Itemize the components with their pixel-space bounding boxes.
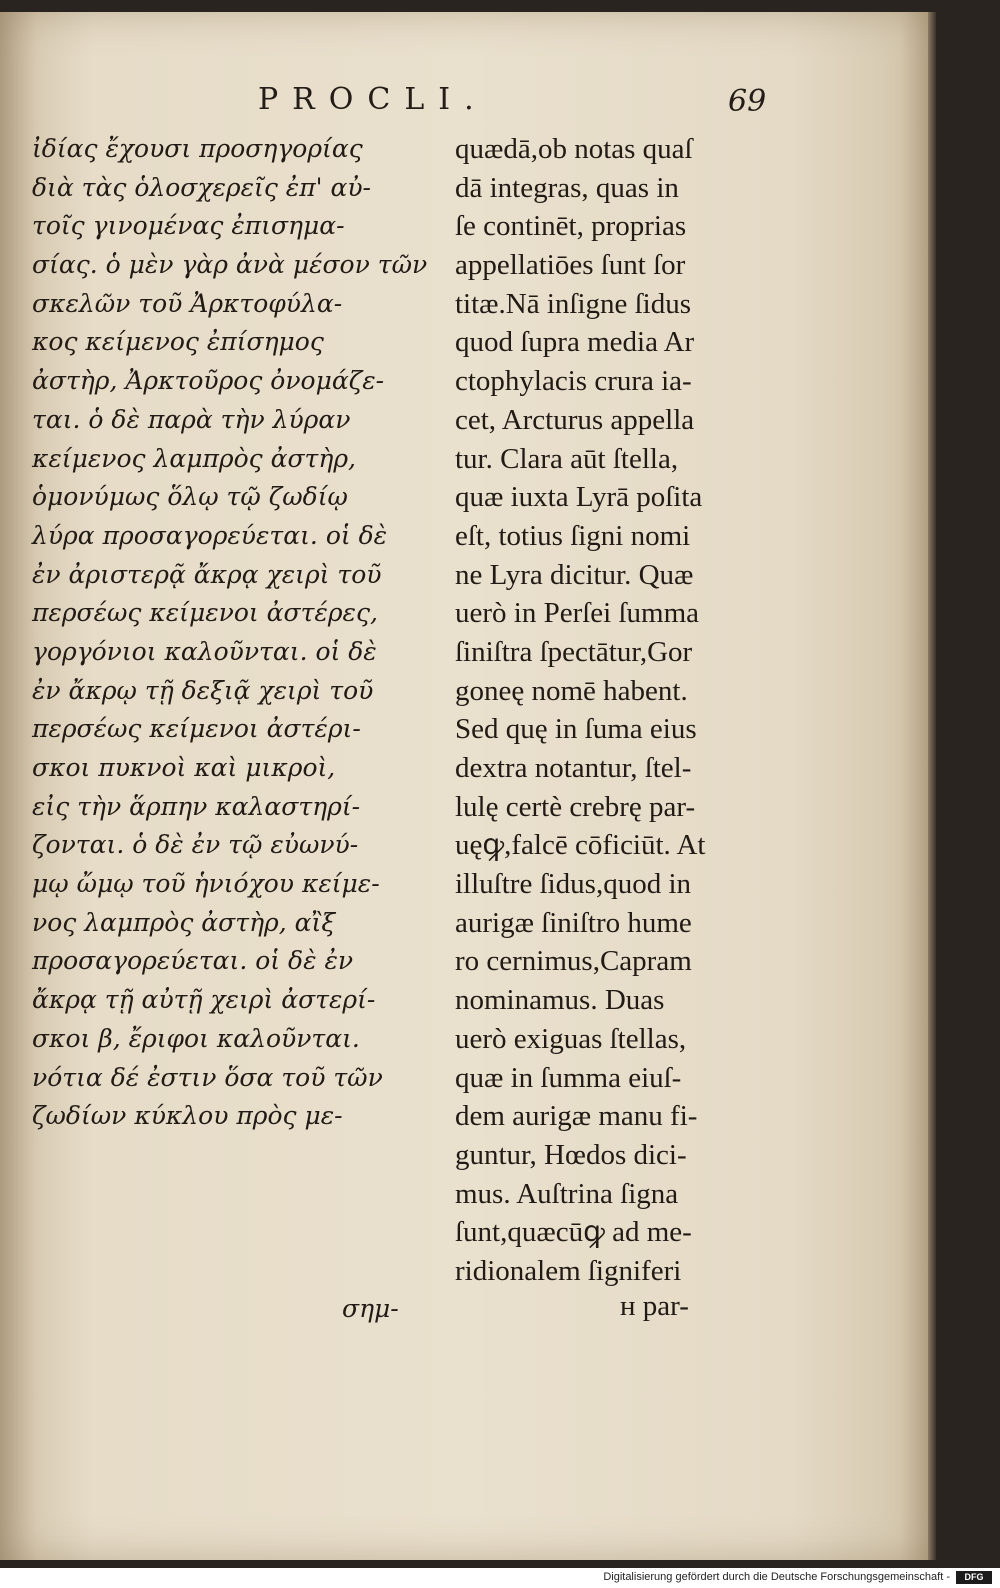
- greek-text-line: νότια δέ ἐστιν ὅσα τοῦ τῶν: [32, 1062, 383, 1092]
- greek-text-line: σκελῶν τοῦ Ἀρκτοφύλα-: [32, 288, 343, 318]
- greek-text-line: ται. ὁ δὲ παρὰ τὴν λύραν: [32, 404, 351, 434]
- latin-text-line: mus. Auſtrina ſigna: [455, 1177, 679, 1210]
- greek-text-line: λύρα προσαγορεύεται. οἱ δὲ: [32, 520, 388, 550]
- latin-text-line: aurigæ ſiniſtro hume: [455, 906, 692, 939]
- latin-text-line: uerò in Perſei ſumma: [455, 597, 700, 630]
- page-edge: [928, 12, 936, 1560]
- digitization-footer: [0, 1568, 1000, 1588]
- greek-text-line: κείμενος λαμπρὸς ἀστὴρ,: [32, 443, 356, 473]
- book-page: [0, 12, 928, 1560]
- latin-text-line: quædā,ob notas quaſ: [455, 133, 693, 165]
- greek-text-column: [32, 130, 437, 1136]
- latin-text-line: titæ.Nā inſigne ſidus: [455, 287, 692, 320]
- latin-text-line: quod ſupra media Ar: [455, 326, 695, 359]
- running-head: PROCLI.: [258, 82, 488, 117]
- latin-text-line: Sed quę in ſuma eius: [455, 713, 697, 746]
- dfg-logo: DFG: [956, 1571, 992, 1584]
- greek-text-line: διὰ τὰς ὁλοσχερεῖς ἐπ' αὐ-: [32, 172, 371, 202]
- greek-text-line: μῳ ὤμῳ τοῦ ἡνιόχου κείμε-: [32, 869, 380, 899]
- latin-text-line: uerò exiguas ſtellas,: [455, 1022, 687, 1055]
- greek-text-line: γοργόνιοι καλοῦνται. οἱ δὲ: [32, 636, 377, 666]
- latin-text-column: [455, 130, 765, 1291]
- greek-text-line: περσέως κείμενοι ἀστέρι-: [32, 714, 361, 744]
- page-header: [0, 72, 928, 122]
- greek-text-line: προσαγορεύεται. οἱ δὲ ἐν: [32, 946, 354, 976]
- greek-text-line: νος λαμπρὸς ἀστὴρ, αἲξ: [32, 907, 336, 937]
- greek-text-line: εἰς τὴν ἅρπην καλαστηρί-: [32, 791, 361, 821]
- greek-text-line: ἰδίας ἔχουσι προσηγορίας: [32, 134, 363, 163]
- latin-text-line: ne Lyra dicitur. Quæ: [455, 558, 694, 591]
- greek-text-line: ἐν ἄκρῳ τῇ δεξιᾷ χειρὶ τοῦ: [32, 675, 374, 705]
- greek-text-line: σκοι πυκνοὶ καὶ μικροὶ,: [32, 753, 336, 782]
- funding-credit: Digitalisierung gefördert durch die Deutsche Forschungsgemeinschaft -: [603, 1571, 950, 1583]
- latin-text-line: tur. Clara aūt ſtella,: [455, 442, 679, 475]
- latin-text-line: ſiniſtra ſpectātur,Gor: [455, 635, 693, 668]
- latin-text-line: lulę certè crebrę par-: [455, 790, 696, 823]
- latin-text-line: dextra notantur, ſtel-: [455, 752, 692, 784]
- latin-text-line: illuſtre ſidus,quod in: [455, 868, 692, 901]
- greek-text-line: περσέως κείμενοι ἀστέρες,: [32, 598, 378, 628]
- greek-text-line: σκοι β, ἔριφοι καλοῦνται.: [32, 1023, 360, 1053]
- latin-text-line: cet, Arcturus appella: [455, 403, 695, 436]
- latin-text-line: dem aurigæ manu fi-: [455, 1100, 698, 1133]
- greek-text-line: σίας. ὁ μὲν γὰρ ἀνὰ μέσον τῶν: [32, 250, 428, 280]
- latin-text-line: nominamus. Duas: [455, 984, 665, 1017]
- latin-text-line: guntur, Hœdos dici-: [455, 1138, 687, 1171]
- latin-text-line: ſunt,quæcūꝙ ad me-: [455, 1216, 692, 1249]
- latin-text-line: ſe continēt, proprias: [455, 210, 687, 243]
- greek-text-line: τοῖς γινομένας ἐπισημα-: [32, 211, 345, 241]
- latin-text-line: ctophylacis crura ia-: [455, 365, 692, 398]
- greek-text-line: ζωδίων κύκλου πρὸς με-: [32, 1101, 343, 1131]
- latin-text-line: appellatiōes ſunt ſor: [455, 249, 686, 282]
- latin-text-line: uęꝙ,falcē cōficiūt. At: [455, 829, 706, 862]
- latin-text-line: quæ in ſumma eiuſ-: [455, 1061, 682, 1094]
- latin-text-line: ro cernimus,Capram: [455, 945, 692, 978]
- greek-catchword: σημ-: [342, 1294, 399, 1323]
- latin-text-line: eſt, totius ſigni nomi: [455, 519, 691, 552]
- latin-catchword: ʜ par-: [620, 1290, 689, 1322]
- greek-text-line: ἐν ἀριστερᾷ ἄκρᾳ χειρὶ τοῦ: [32, 559, 382, 589]
- latin-text-line: ridionalem ſigniferi: [455, 1254, 682, 1287]
- greek-text-line: ἄκρᾳ τῇ αὐτῇ χειρὶ ἀστερί-: [32, 985, 376, 1015]
- latin-text-line: dā integras, quas in: [455, 171, 679, 204]
- page-number: 69: [728, 84, 767, 119]
- greek-text-line: κος κείμενος ἐπίσημος: [32, 327, 324, 357]
- latin-text-line: quæ iuxta Lyrā poſita: [455, 481, 703, 514]
- greek-text-line: ζονται. ὁ δὲ ἐν τῷ εὐωνύ-: [32, 830, 359, 860]
- greek-text-line: ἀστὴρ, Ἀρκτοῦρος ὀνομάζε-: [32, 366, 385, 396]
- latin-text-line: goneę nomē habent.: [455, 674, 688, 707]
- greek-text-line: ὁμονύμως ὅλῳ τῷ ζωδίῳ: [32, 482, 348, 512]
